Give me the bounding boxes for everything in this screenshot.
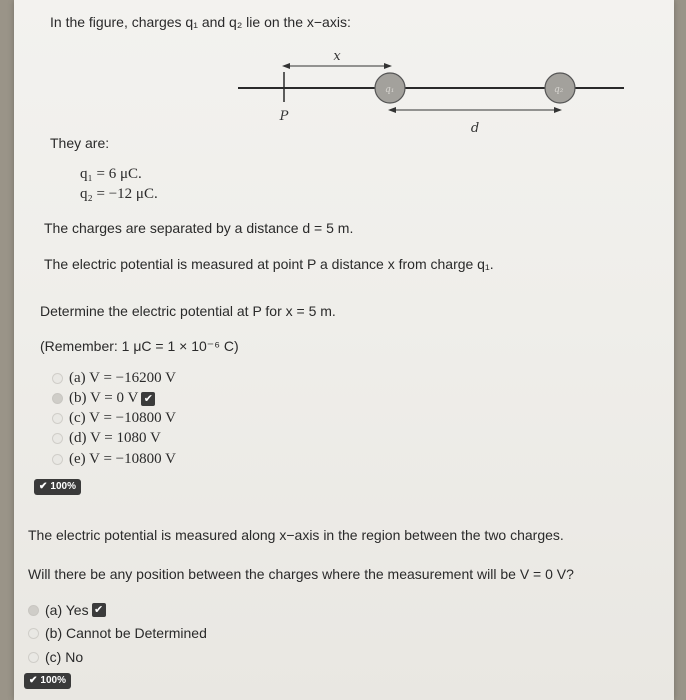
score-badge-q2 xyxy=(24,673,71,689)
radio-button[interactable] xyxy=(52,454,63,465)
intro-text: In the figure, charges q₁ and q₂ lie on the x−axis: xyxy=(50,14,351,30)
q1-label: q₁ xyxy=(385,85,395,95)
q2-label: q₂ xyxy=(554,85,564,95)
option-label: (e) V = −10800 V xyxy=(69,451,176,467)
check-icon: ✔ xyxy=(39,481,48,492)
separation-text: The charges are separated by a distance d = 5 m. xyxy=(44,220,354,236)
q1-option-c[interactable] xyxy=(52,410,176,427)
question1-prompt: Determine the electric potential at P for x = 5 m. xyxy=(40,303,336,319)
option-label: (b) Cannot be Determined xyxy=(45,625,207,641)
check-icon: ✔ xyxy=(92,603,106,617)
check-icon: ✔ xyxy=(29,675,38,686)
question2-prompt: The electric potential is measured along x−axis in the region between the two charges. xyxy=(28,527,564,543)
check-icon: ✔ xyxy=(141,392,155,406)
they-are-text: They are: xyxy=(50,135,110,151)
option-label: (c) V = −10800 V xyxy=(69,410,176,426)
q1-option-b[interactable] xyxy=(52,390,155,407)
option-label: (d) V = 1080 V xyxy=(69,430,161,446)
question2-question: Will there be any position between the charges where the measurement will be V = 0 V? xyxy=(28,566,574,582)
p-label: P xyxy=(279,109,289,124)
option-label: (a) V = −16200 V xyxy=(69,370,176,386)
q2-option-b[interactable] xyxy=(28,625,207,641)
radio-button-selected[interactable] xyxy=(28,605,39,616)
q2-value: q₂ = −12 μC. xyxy=(80,186,158,202)
x-label: x xyxy=(333,49,341,64)
q2-option-a[interactable] xyxy=(28,602,106,618)
option-label: (a) Yes xyxy=(45,602,89,618)
radio-button[interactable] xyxy=(28,628,39,639)
score-text: 100% xyxy=(40,675,66,686)
radio-button[interactable] xyxy=(52,433,63,444)
radio-button[interactable] xyxy=(28,652,39,663)
score-text: 100% xyxy=(50,481,76,492)
q1-option-a[interactable] xyxy=(52,370,176,387)
option-label: (b) V = 0 V xyxy=(69,390,139,406)
radio-button[interactable] xyxy=(52,373,63,384)
radio-button-selected[interactable] xyxy=(52,393,63,404)
charges-figure xyxy=(14,40,674,180)
score-badge-q1 xyxy=(34,479,81,495)
q1-option-e[interactable] xyxy=(52,451,176,468)
q2-option-c[interactable] xyxy=(28,649,83,665)
radio-button[interactable] xyxy=(52,413,63,424)
q1-option-d[interactable] xyxy=(52,430,161,447)
question-sheet xyxy=(14,0,674,700)
measured-text: The electric potential is measured at point P a distance x from charge q₁. xyxy=(44,256,494,272)
d-label: d xyxy=(470,121,480,136)
q1-value: q₁ = 6 μC. xyxy=(80,166,142,182)
option-label: (c) No xyxy=(45,649,84,665)
remember-note: (Remember: 1 μC = 1 × 10⁻⁶ C) xyxy=(40,338,239,354)
